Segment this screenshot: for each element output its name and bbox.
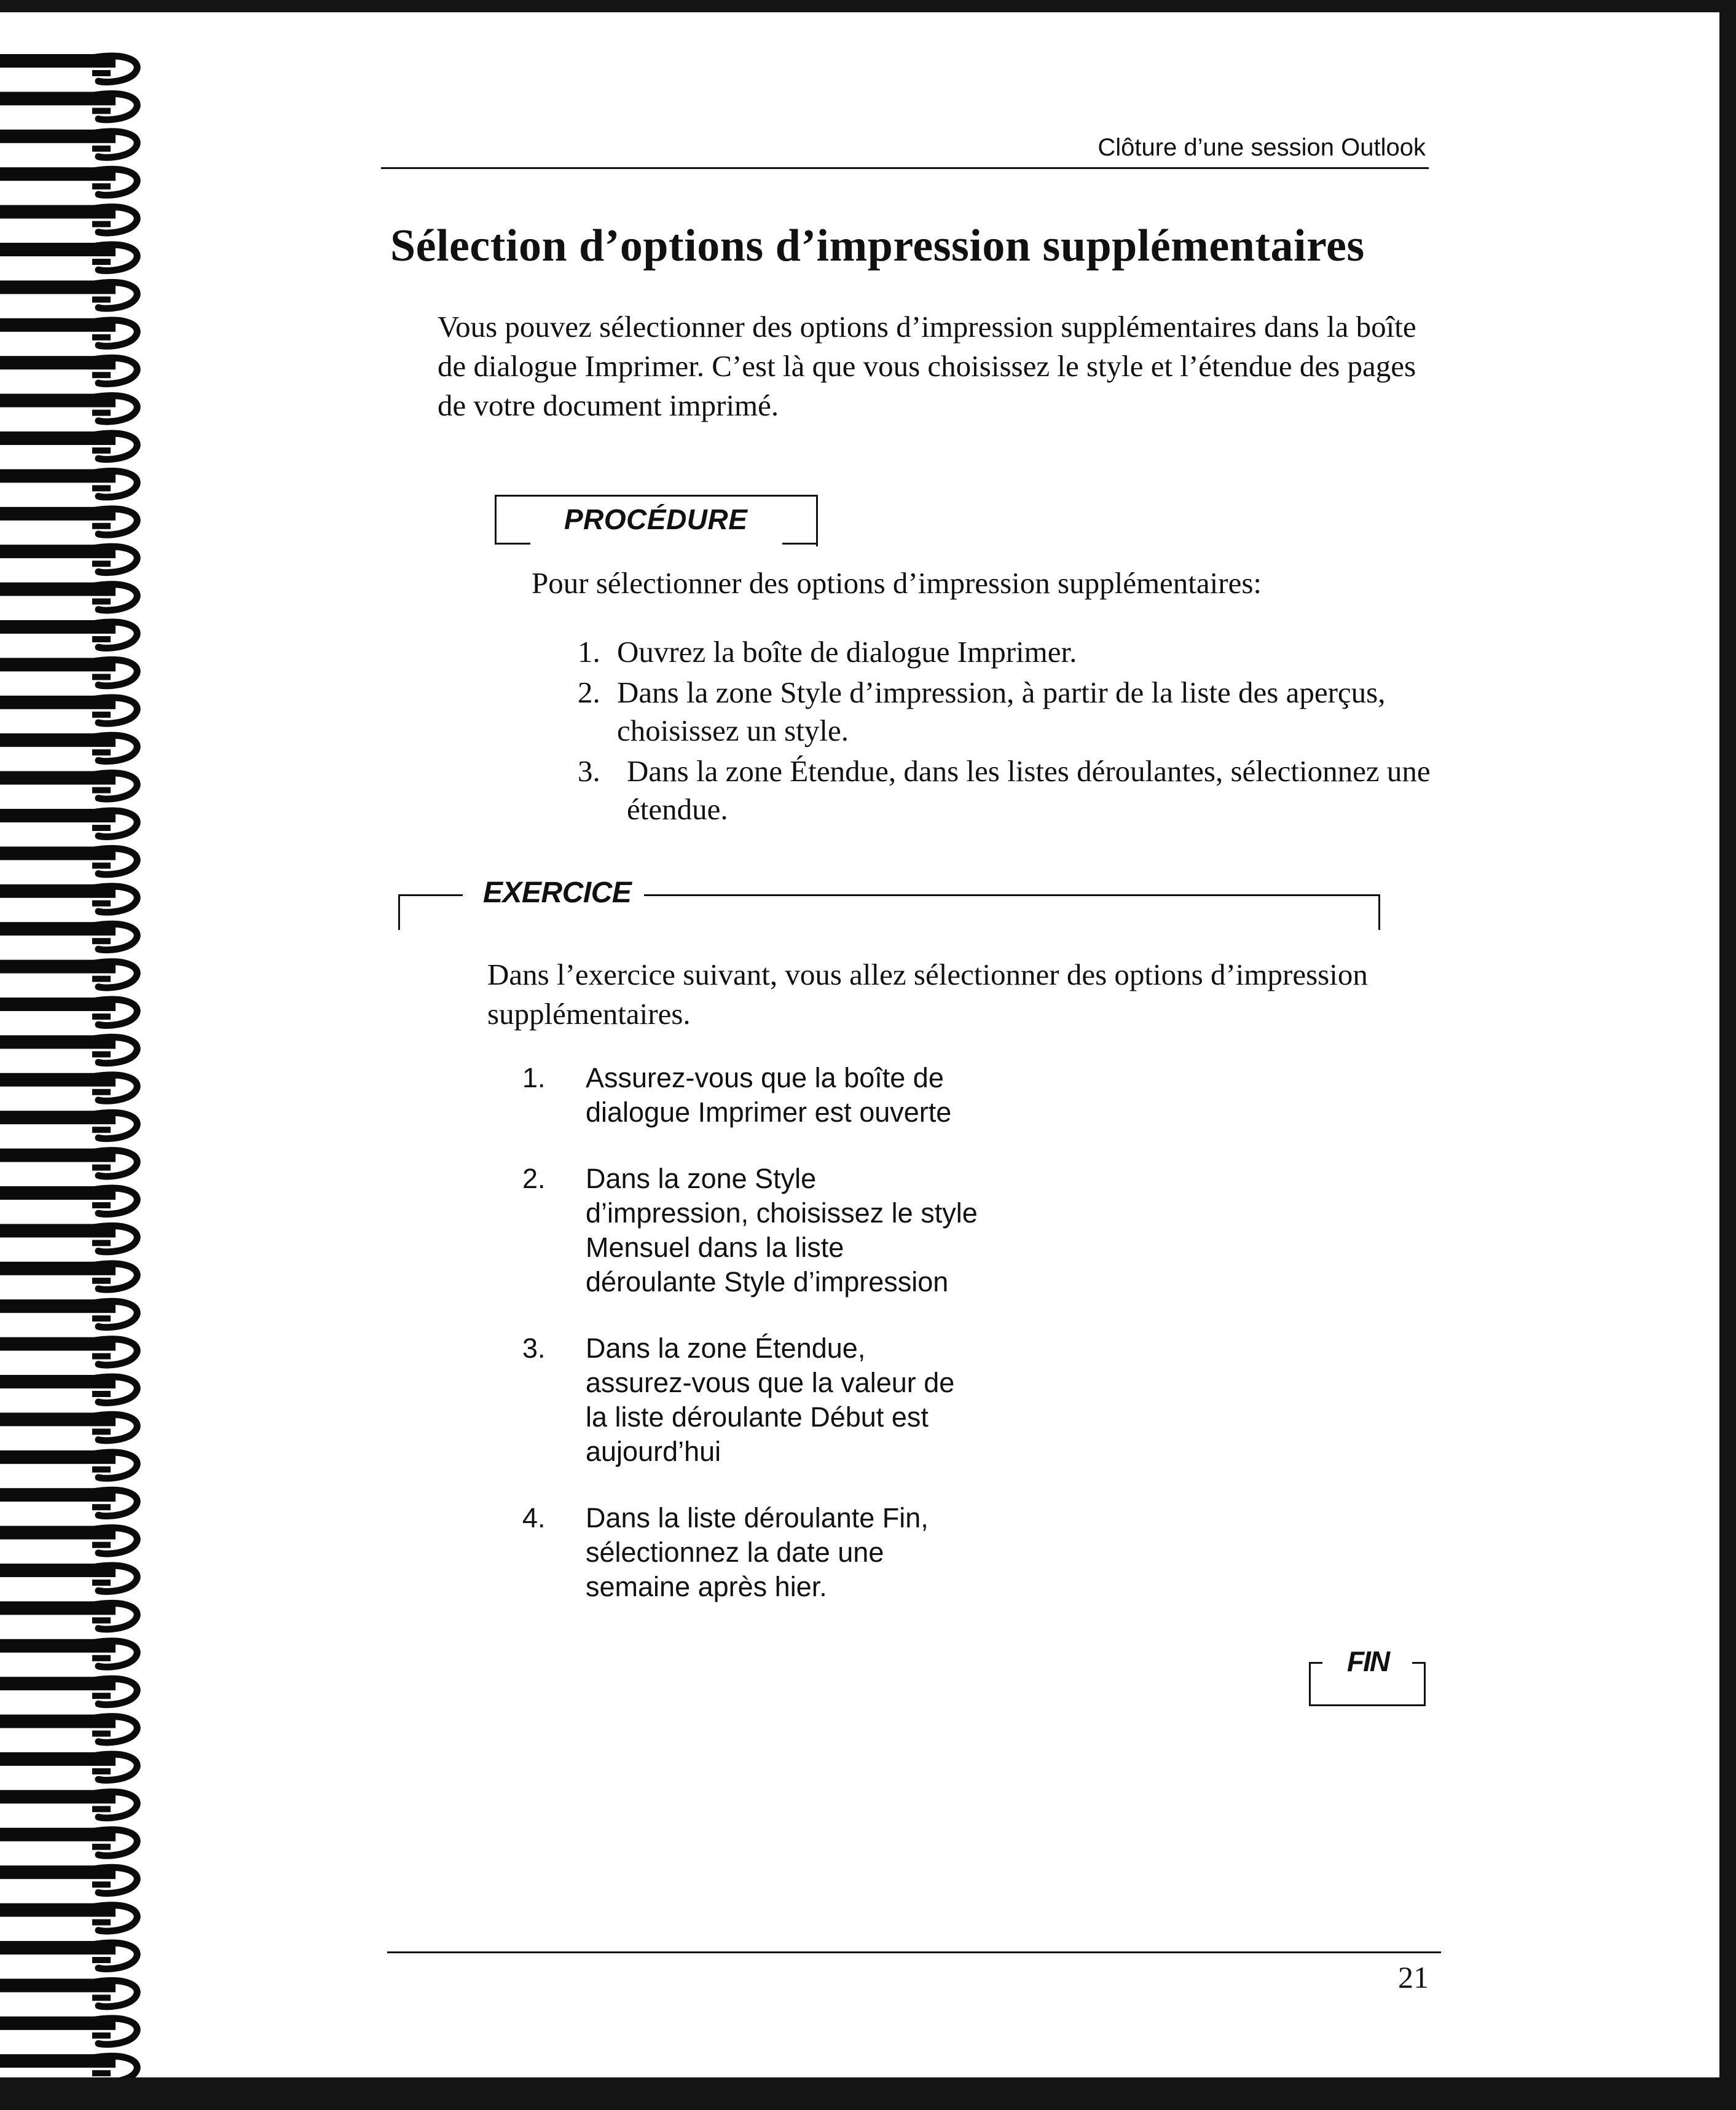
- step-text: Assurez-vous que la boîte de dialogue Imprimer est ouverte: [586, 1062, 952, 1128]
- procedure-step: [578, 633, 1438, 671]
- step-text: Dans la zone Étendue, dans les listes déroulantes, sélectionnez une étendue.: [627, 754, 1431, 826]
- intro-paragraph: Vous pouvez sélectionner des options d’impression supplémentaires dans la boîte de dialogue Imprimer. C’est là que vous choisissez le style et l’étendue des pages de votre document imprimé.: [438, 310, 1416, 422]
- step-number: 1.: [578, 635, 600, 669]
- step-text: Dans la zone Étendue, assurez-vous que la valeur de la liste déroulante Début est aujourd’hui: [586, 1333, 955, 1467]
- step-number: 3.: [578, 754, 600, 788]
- step-text: Dans la liste déroulante Fin, sélectionnez la date une semaine après hier.: [586, 1502, 929, 1602]
- exercise-label: EXERCICE: [478, 876, 636, 910]
- running-header: Clôture d’une session Outlook: [1098, 134, 1426, 161]
- step-number: 1.: [522, 1062, 546, 1093]
- document-page: [0, 12, 1719, 2077]
- page-title: Sélection d’options d’impression supplémentaires: [390, 221, 1365, 271]
- exercise-step: [522, 1162, 1075, 1299]
- footer-rule: [387, 1951, 1441, 1953]
- header-rule: [381, 167, 1429, 169]
- procedure-step: [578, 752, 1438, 829]
- procedure-steps: [578, 633, 1438, 831]
- step-number: 3.: [522, 1333, 546, 1364]
- exercise-frame: [398, 876, 1380, 931]
- step-text: Dans la zone Style d’impression, choisissez le style Mensuel dans la liste déroulante Style d’impression: [586, 1163, 978, 1297]
- exercise-step: [522, 1331, 1075, 1469]
- procedure-intro: Pour sélectionner des options d’impression supplémentaires:: [532, 566, 1262, 600]
- end-label: FIN: [1347, 1645, 1389, 1677]
- procedure-step: [578, 674, 1438, 750]
- step-text: Ouvrez la boîte de dialogue Imprimer.: [617, 635, 1077, 669]
- procedure-label: PROCÉDURE: [564, 503, 748, 535]
- step-text: Dans la zone Style d’impression, à partir de la liste des aperçus, choisissez un style.: [617, 675, 1386, 747]
- exercise-step: [522, 1501, 1075, 1604]
- step-number: 4.: [522, 1502, 546, 1533]
- step-number: 2.: [522, 1163, 546, 1194]
- page-number: 21: [1398, 1960, 1429, 1994]
- end-box: [1309, 1645, 1426, 1706]
- exercise-step: [522, 1061, 1075, 1130]
- exercise-steps: [522, 1061, 1075, 1636]
- spiral-binding: [0, 12, 166, 2077]
- step-number: 2.: [578, 675, 600, 709]
- procedure-box: [495, 495, 816, 545]
- exercise-intro: Dans l’exercice suivant, vous allez sélectionner des options d’impression supplémentaires.: [487, 958, 1368, 1031]
